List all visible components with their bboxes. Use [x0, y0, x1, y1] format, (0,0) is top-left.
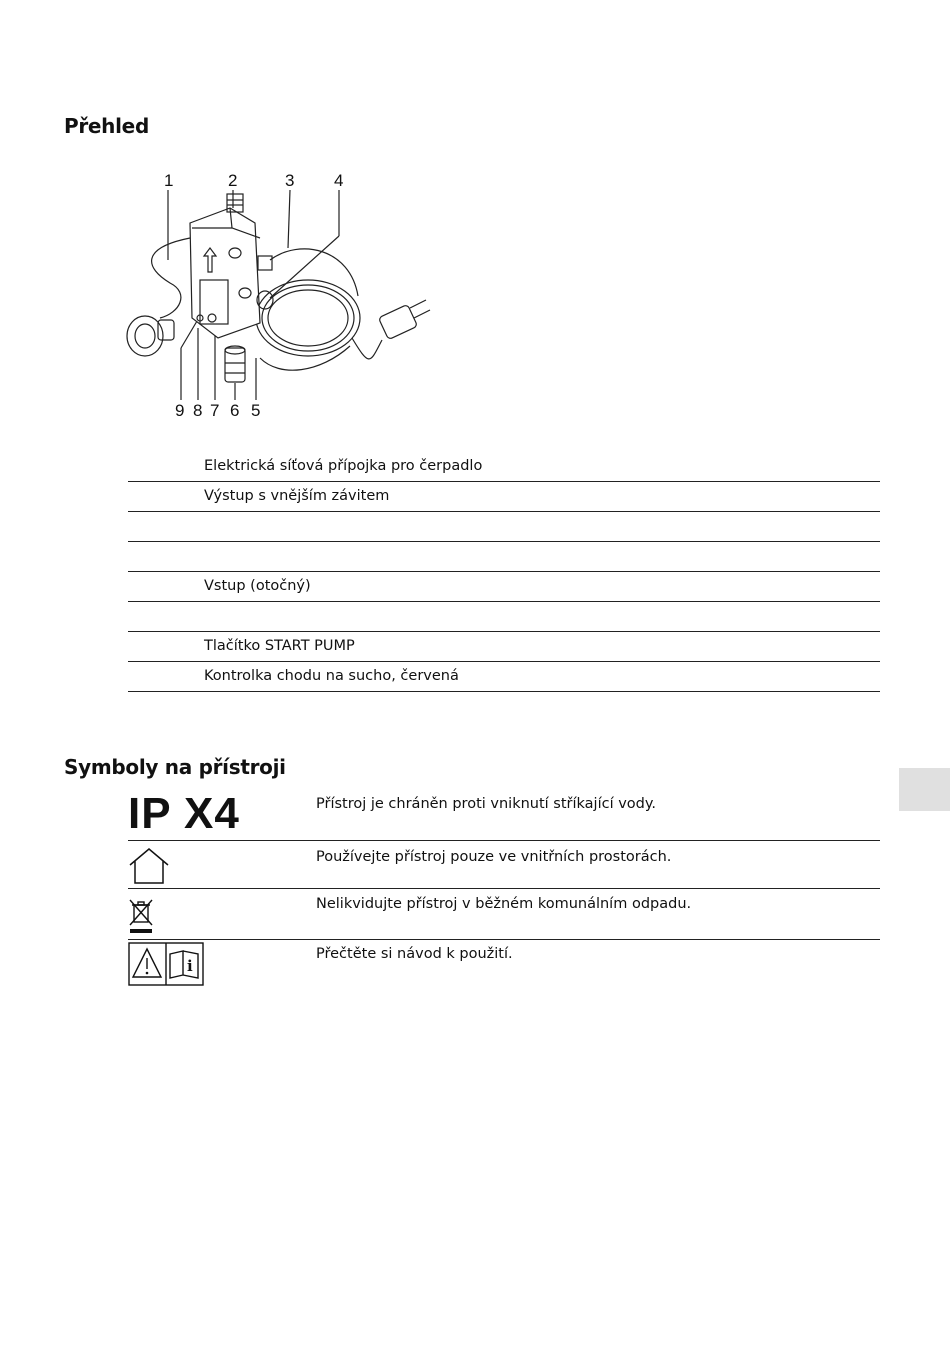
table-row — [128, 512, 880, 542]
symbol-description: Nelikvidujte přístroj v běžném komunálním odpadu. — [316, 896, 692, 912]
read-manual-icon — [128, 942, 204, 990]
table-row — [128, 940, 880, 986]
part-description: Výstup s vnějším závitem — [204, 488, 390, 504]
part-description: Kontrolka chodu na sucho, červená — [204, 668, 459, 684]
table-row — [128, 889, 880, 940]
symbol-description: Přečtěte si návod k použití. — [316, 946, 513, 962]
symbols-table — [128, 790, 880, 986]
callout-bottom-9: 9 — [175, 401, 185, 420]
table-row — [128, 841, 880, 889]
parts-table — [128, 452, 880, 692]
table-row — [128, 572, 880, 602]
part-description: Tlačítko START PUMP — [204, 638, 355, 654]
table-row — [128, 542, 880, 572]
crossed-bin-icon — [128, 897, 156, 939]
house-icon — [128, 847, 170, 889]
callout-top-4: 4 — [334, 171, 344, 190]
pump-controller-illustration — [120, 168, 440, 428]
table-row — [128, 632, 880, 662]
callout-bottom-7: 7 — [210, 401, 220, 420]
table-row — [128, 662, 880, 692]
callout-bottom-6: 6 — [230, 401, 240, 420]
section-title-overview: Přehled — [64, 114, 149, 138]
callout-bottom-8: 8 — [193, 401, 203, 420]
table-row — [128, 790, 880, 841]
section-title-symbols: Symboly na přístroji — [64, 755, 286, 779]
part-description: Vstup (otočný) — [204, 578, 311, 594]
callout-top-1: 1 — [164, 171, 174, 190]
symbol-description: Přístroj je chráněn proti vniknutí stříkající vody. — [316, 796, 656, 812]
part-description: Elektrická síťová přípojka pro čerpadlo — [204, 458, 483, 474]
callout-bottom-5: 5 — [251, 401, 261, 420]
callout-top-3: 3 — [285, 171, 295, 190]
svg-text:i: i — [187, 957, 193, 975]
symbol-description: Používejte přístroj pouze ve vnitřních prostorách. — [316, 849, 672, 865]
ip-x4-icon: IP X4 — [128, 789, 240, 838]
table-row — [128, 452, 880, 482]
callout-top-2: 2 — [228, 171, 238, 190]
table-row — [128, 602, 880, 632]
table-row — [128, 482, 880, 512]
page-side-tab — [899, 768, 950, 811]
